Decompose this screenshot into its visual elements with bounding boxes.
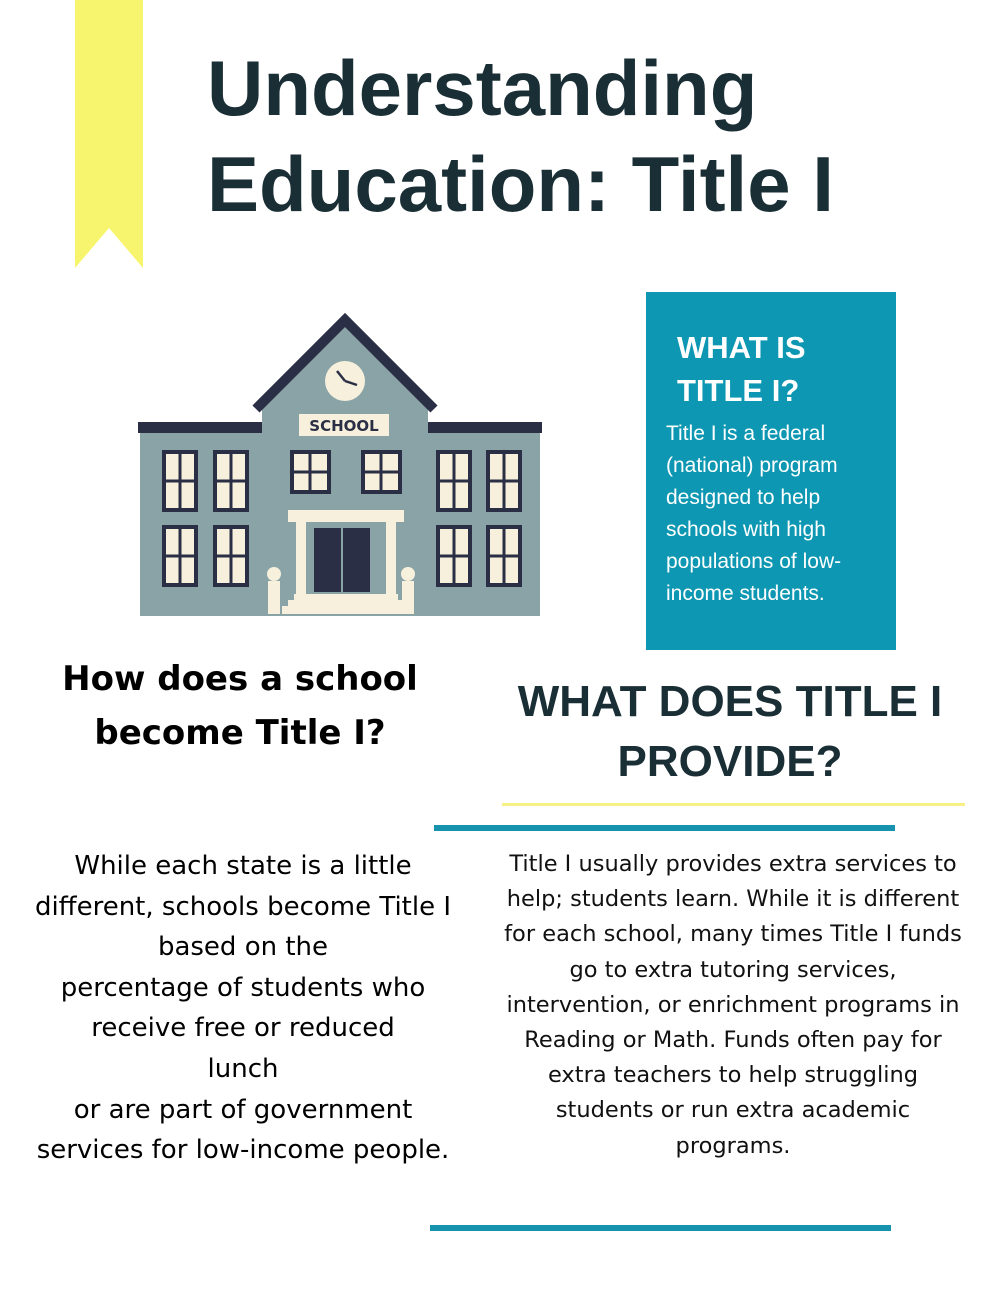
body-line: receive free or reduced xyxy=(91,1013,395,1044)
body-line: or are part of government xyxy=(73,1094,413,1125)
body-line: percentage of students who xyxy=(60,972,426,1003)
school-building-illustration xyxy=(138,312,542,617)
body-line: services for low-income people. xyxy=(36,1135,450,1166)
teal-divider-bottom xyxy=(430,1225,891,1231)
bookmark-ribbon xyxy=(75,0,143,268)
page-title: Understanding Education: Title I xyxy=(207,44,834,228)
teal-divider-top xyxy=(434,825,895,831)
body-line: While each state is a little xyxy=(74,851,412,881)
how-become-title-i-body xyxy=(8,846,478,1171)
body-line: lunch xyxy=(207,1053,279,1084)
body-line: based on the xyxy=(157,932,329,963)
info-box-text: Title I is a federal (national) program designed to help schools with high populations of low-income students. xyxy=(666,422,842,605)
how-become-title-i-heading: How does a school become Title I? xyxy=(62,659,418,753)
body-line: different, schools become Title I xyxy=(34,891,452,922)
what-is-title-i-box xyxy=(646,292,896,650)
school-sign-text: SCHOOL xyxy=(309,417,379,435)
what-title-i-provides-body: Title I usually provides extra services to help; students learn. While it is different for each school, many times Title I funds go to extra tutoring services, intervention, or enrichment programs in Reading or Math. Funds often pay for extra teachers to help struggling students or run extra academic programs. xyxy=(504,851,962,1159)
yellow-divider xyxy=(502,803,965,806)
what-does-title-i-provide-heading: WHAT DOES TITLE I PROVIDE? xyxy=(517,677,943,786)
info-box-heading: WHAT IS TITLE I? xyxy=(677,330,806,408)
